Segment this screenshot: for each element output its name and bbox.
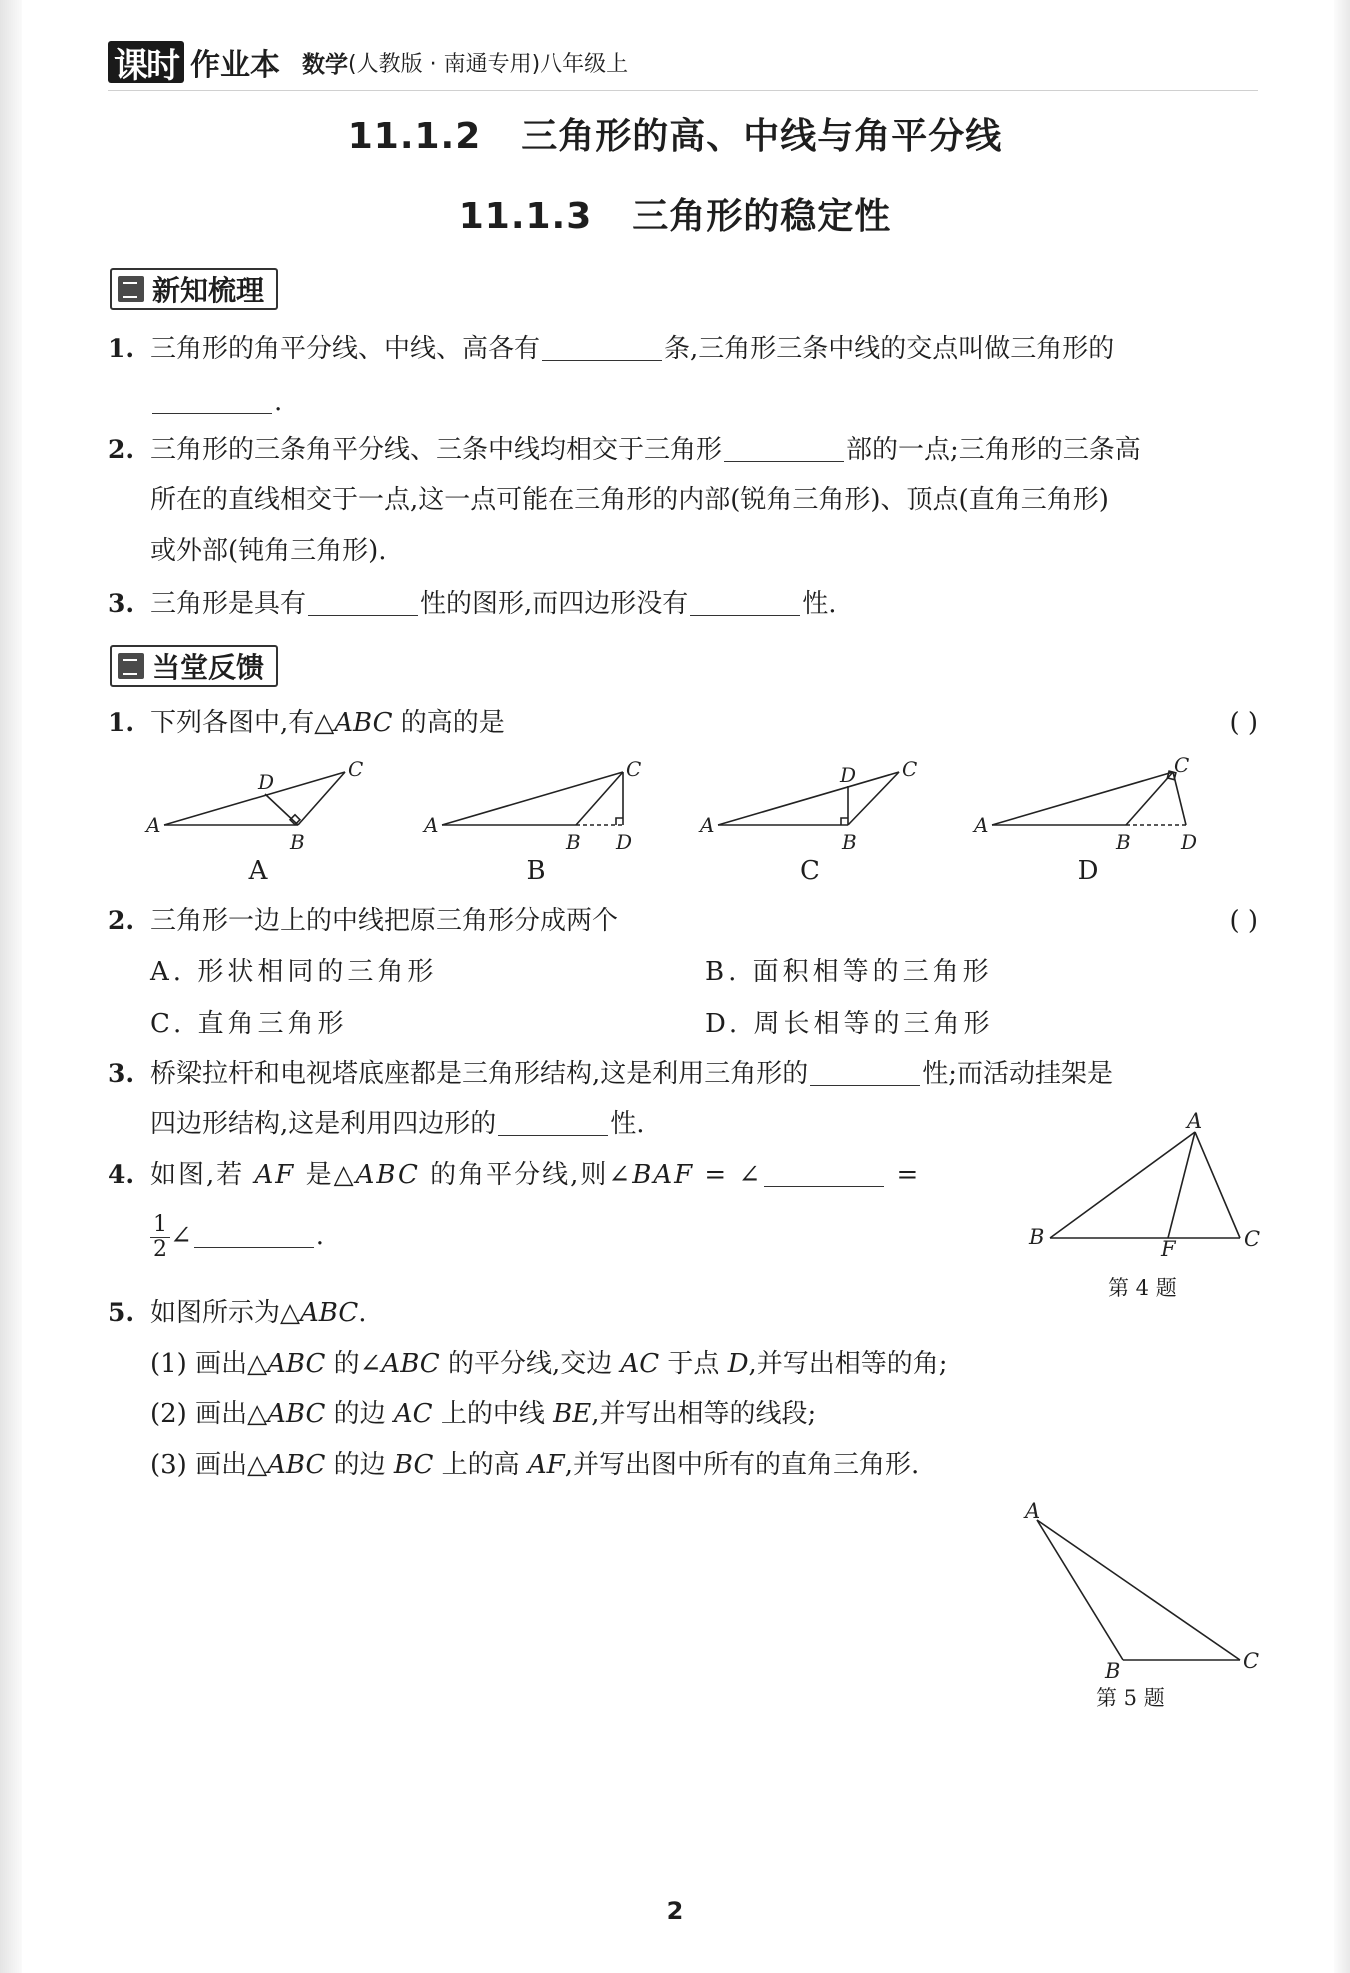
point-label: D [1181,830,1198,852]
feedback-q4-number: 4. [108,1160,135,1189]
answer-blank[interactable] [690,589,800,616]
point-label: C [626,757,642,781]
feedback-q2-number: 2. [108,906,135,935]
point-label: A [974,813,989,837]
feedback-q5-part1: (1) 画出△ABC 的∠ABC 的平分线,交边 AC 于点 D,并写出相等的角; [150,1349,948,1379]
point-label: C [902,757,918,781]
option-b[interactable]: B. 面积相等的三角形 [705,957,993,987]
logo: 课时 [108,41,184,83]
book-name: 作业本 [190,48,280,83]
lesson-title-1: 11.1.2 三角形的高、中线与角平分线 [347,116,1003,157]
answer-blank[interactable] [724,435,844,462]
option-d[interactable]: D. 周长相等的三角形 [705,1009,994,1039]
point-label: F [1161,1237,1176,1261]
point-label: C [1244,1227,1261,1251]
figure-q4-caption: 第 4 题 [1108,1276,1177,1300]
feedback-q3-line2: 四边形结构,这是利用四边形的 性. [150,1109,645,1139]
figure-a-label: A [248,856,268,886]
option-a[interactable]: A. 形状相同的三角形 [150,957,438,987]
point-label: A [424,813,439,837]
page-number: 2 [666,1897,684,1925]
point-label: B [842,830,857,852]
point-label: B [1029,1225,1045,1249]
answer-blank[interactable] [810,1059,920,1086]
point-label: C [1174,753,1190,777]
feedback-q5-part3: (3) 画出△ABC 的边 BC 上的高 AF,并写出图中所有的直角三角形. [150,1450,920,1480]
figure-q4-triangle [1025,1112,1265,1262]
answer-blank[interactable] [542,334,662,361]
figure-q5-caption: 第 5 题 [1096,1686,1165,1710]
fraction-one-half: $\frac{1}{2}$ [150,1213,170,1262]
review-q1-line1: 三角形的角平分线、中线、高各有 条,三角形三条中线的交点叫做三角形的 [150,334,1115,364]
figure-option-d [968,752,1208,852]
feedback-q3-line1: 桥梁拉杆和电视塔底座都是三角形结构,这是利用三角形的 性;而活动挂架是 [150,1059,1114,1089]
figure-d-label: D [1077,856,1099,886]
figure-c-label: C [800,856,820,886]
review-q1-line2: . [150,385,282,419]
edition: (人教版 · 南通专用)八年级上 [348,51,629,77]
figure-q5-triangle [1015,1500,1265,1690]
feedback-q2-answer-parens[interactable]: ( ) [1229,906,1258,936]
answer-blank[interactable] [194,1221,314,1248]
review-q2-line1: 三角形的三条角平分线、三条中线均相交于三角形 部的一点;三角形的三条高 [150,435,1141,465]
point-label: A [1025,1500,1041,1523]
lesson-title-2: 11.1.3 三角形的稳定性 [458,196,892,237]
feedback-q1-number: 1. [108,708,135,737]
feedback-q1-text: 下列各图中,有△ABC 的高的是 [150,708,505,738]
answer-blank[interactable] [152,387,272,414]
option-c[interactable]: C. 直角三角形 [150,1009,348,1039]
page-header [108,40,628,84]
feedback-q3-number: 3. [108,1059,135,1088]
subject: 数学 [302,51,348,78]
review-q1-number: 1. [108,334,135,363]
point-label: B [1105,1659,1121,1683]
pencil-icon [118,653,144,679]
feedback-q1-answer-parens[interactable]: ( ) [1229,708,1258,738]
point-label: B [1116,830,1131,852]
point-label: C [348,757,364,781]
section-review: 新知梳理 [110,268,278,310]
point-label: A [146,813,161,837]
answer-blank[interactable] [764,1160,884,1187]
figure-option-b [418,752,658,852]
review-q2-line3: 或外部(钝角三角形). [150,536,387,566]
section-feedback: 当堂反馈 [110,645,278,687]
answer-blank[interactable] [498,1109,608,1136]
point-label: D [840,763,857,787]
page-edge-right [1334,0,1350,1973]
figure-b-label: B [526,856,546,886]
figure-option-c [694,752,934,852]
point-label: B [290,830,305,852]
point-label: C [1243,1649,1260,1673]
header-divider [108,90,1258,91]
point-label: A [700,813,715,837]
feedback-q5-text: 如图所示为△ABC. [150,1298,367,1328]
review-q3-line1: 三角形是具有 性的图形,而四边形没有 性. [150,589,837,619]
feedback-q2-text: 三角形一边上的中线把原三角形分成两个 [150,906,619,936]
review-q2-number: 2. [108,435,135,464]
answer-blank[interactable] [308,589,418,616]
point-label: D [258,770,275,794]
review-q2-line2: 所在的直线相交于一点,这一点可能在三角形的内部(锐角三角形)、顶点(直角三角形) [150,485,1109,515]
feedback-q5-part2: (2) 画出△ABC 的边 AC 上的中线 BE,并写出相等的线段; [150,1399,817,1429]
feedback-q4-line1: 如图,若 AF 是△ABC 的角平分线,则∠BAF = ∠ = [150,1160,921,1190]
feedback-q5-number: 5. [108,1298,135,1327]
point-label: D [616,830,633,852]
notes-icon [118,276,144,302]
point-label: B [566,830,581,852]
page-edge-left [0,0,22,1973]
feedback-q4-line2: $\frac{1}{2}$ ∠ . [150,1210,324,1262]
figure-option-a [140,752,380,852]
review-q3-number: 3. [108,589,135,618]
point-label: A [1187,1112,1203,1133]
